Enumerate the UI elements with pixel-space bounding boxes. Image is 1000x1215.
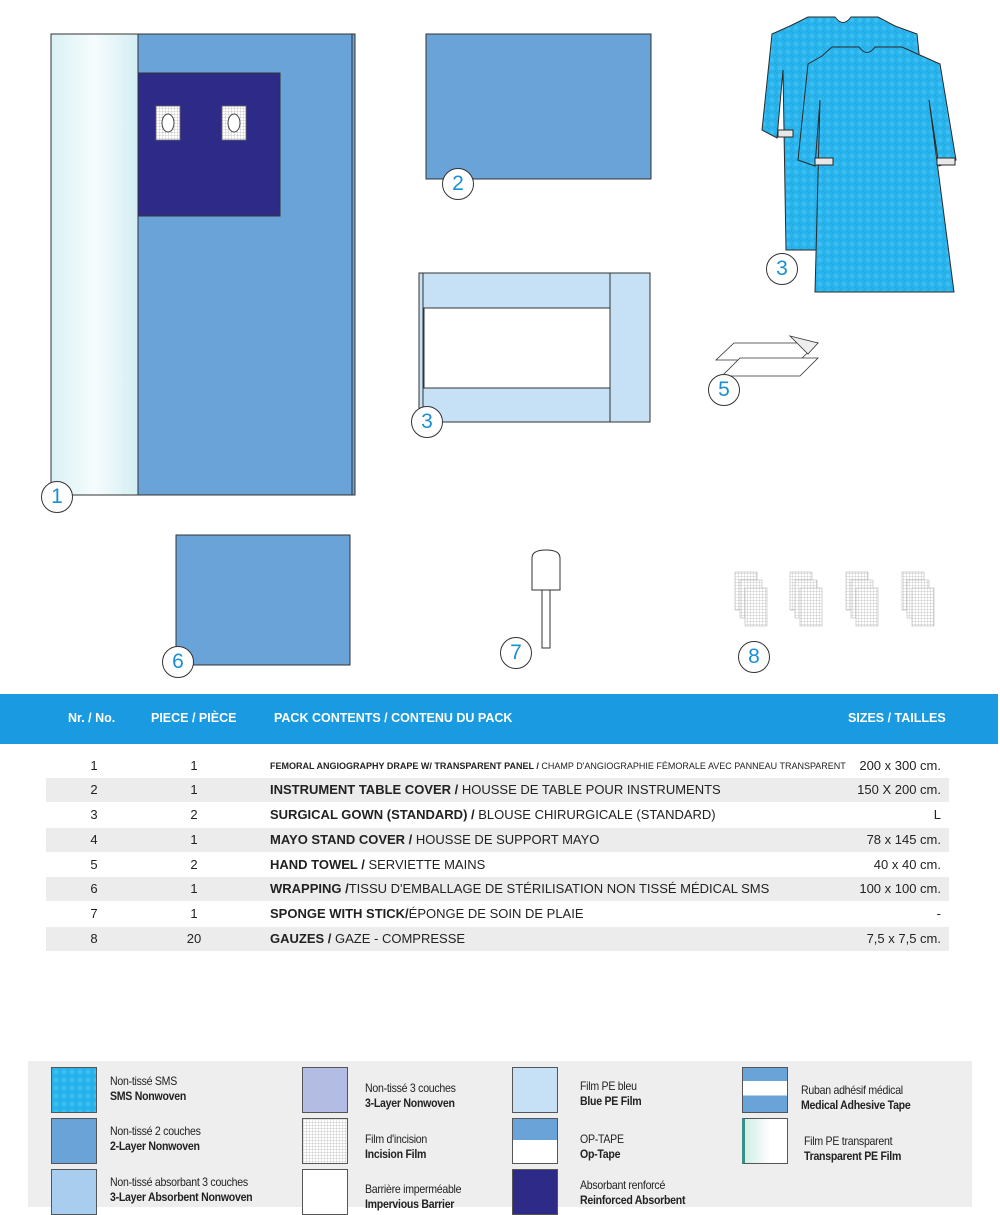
swatch-transparent-pe: [742, 1118, 788, 1164]
legend-op-tape: OP-TAPE Op-Tape: [580, 1132, 624, 1161]
swatch-blue-pe: [512, 1067, 558, 1113]
legend-absorbent: Non-tissé absorbant 3 couches 3-Layer Absorbent Nonwoven: [110, 1175, 253, 1204]
table-row: 6 1 WRAPPING /TISSU D'EMBALLAGE DE STÉRILISATION NON TISSÉ MÉDICAL SMS 100 x 100 cm.: [46, 877, 949, 901]
table-row: 4 1 MAYO STAND COVER / HOUSSE DE SUPPORT MAYO 78 x 145 cm.: [46, 828, 949, 852]
femoral-drape-image: [51, 34, 355, 495]
swatch-2-layer: [51, 1118, 97, 1164]
header-contents: PACK CONTENTS / CONTENU DU PACK: [274, 711, 513, 725]
callout-8: 8: [738, 641, 770, 673]
table-row: 2 1 INSTRUMENT TABLE COVER / HOUSSE DE TABLE POUR INSTRUMENTS 150 X 200 cm.: [46, 778, 949, 802]
callout-1: 1: [41, 481, 73, 513]
material-legend: [28, 1061, 972, 1211]
surgical-gowns-image: [762, 17, 956, 292]
table-row: 7 1 SPONGE WITH STICK/ÉPONGE DE SOIN DE PLAIE -: [90, 906, 941, 921]
callout-3-mayo: 3: [411, 406, 443, 438]
swatch-adhesive-tape: [742, 1067, 788, 1113]
callout-5: 5: [708, 374, 740, 406]
gauzes-image: [735, 572, 934, 626]
wrapping-image: [176, 535, 350, 665]
callout-3-gowns: 3: [766, 253, 798, 285]
table-row: 8 20 GAUZES / GAZE - COMPRESSE 7,5 x 7,5 cm.: [46, 927, 949, 951]
callout-6: 6: [162, 646, 194, 678]
legend-blue-pe: Film PE bleu Blue PE Film: [580, 1079, 642, 1108]
header-no: Nr. / No.: [68, 711, 116, 725]
legend-adhesive-tape: Ruban adhésif médical Medical Adhesive Tape: [801, 1083, 911, 1112]
legend-sms: Non-tissé SMS SMS Nonwoven: [110, 1074, 187, 1103]
swatch-absorbent: [51, 1169, 97, 1215]
header-sizes: SIZES / TAILLES: [848, 711, 946, 725]
legend-3-layer: Non-tissé 3 couches 3-Layer Nonwoven: [365, 1081, 456, 1110]
table-row: 3 2 SURGICAL GOWN (STANDARD) / BLOUSE CHIRURGICALE (STANDARD) L: [90, 807, 941, 822]
legend-2-layer: Non-tissé 2 couches 2-Layer Nonwoven: [110, 1124, 201, 1153]
swatch-barrier: [302, 1169, 348, 1215]
swatch-op-tape: [512, 1118, 558, 1164]
sponge-stick-image: [532, 550, 560, 648]
table-row: 1 1 FEMORAL ANGIOGRAPHY DRAPE W/ TRANSPARENT PANEL / CHAMP D'ANGIOGRAPHIE FÉMORALE AVEC PANNEAU TRANSPARENT 200 x 300 cm.: [90, 758, 941, 773]
legend-incision: Film d'incision Incision Film: [365, 1132, 428, 1161]
swatch-incision: [302, 1118, 348, 1164]
swatch-3-layer: [302, 1067, 348, 1113]
legend-transparent-pe: Film PE transparent Transparent PE Film: [804, 1134, 902, 1163]
callout-7: 7: [500, 637, 532, 669]
mayo-cover-image: [419, 273, 650, 422]
legend-barrier: Barrière imperméable Impervious Barrier: [365, 1182, 462, 1211]
legend-reinforced: Absorbant renforcé Reinforced Absorbent: [580, 1178, 686, 1207]
swatch-reinforced: [512, 1169, 558, 1215]
table-row: 5 2 HAND TOWEL / SERVIETTE MAINS 40 x 40 cm.: [90, 857, 941, 872]
table-header: [0, 694, 998, 744]
table-cover-image: [426, 34, 651, 179]
swatch-sms: [51, 1067, 97, 1113]
callout-2: 2: [442, 168, 474, 200]
hand-towel-image: [716, 336, 818, 376]
header-piece: PIECE / PIÈCE: [151, 711, 237, 725]
